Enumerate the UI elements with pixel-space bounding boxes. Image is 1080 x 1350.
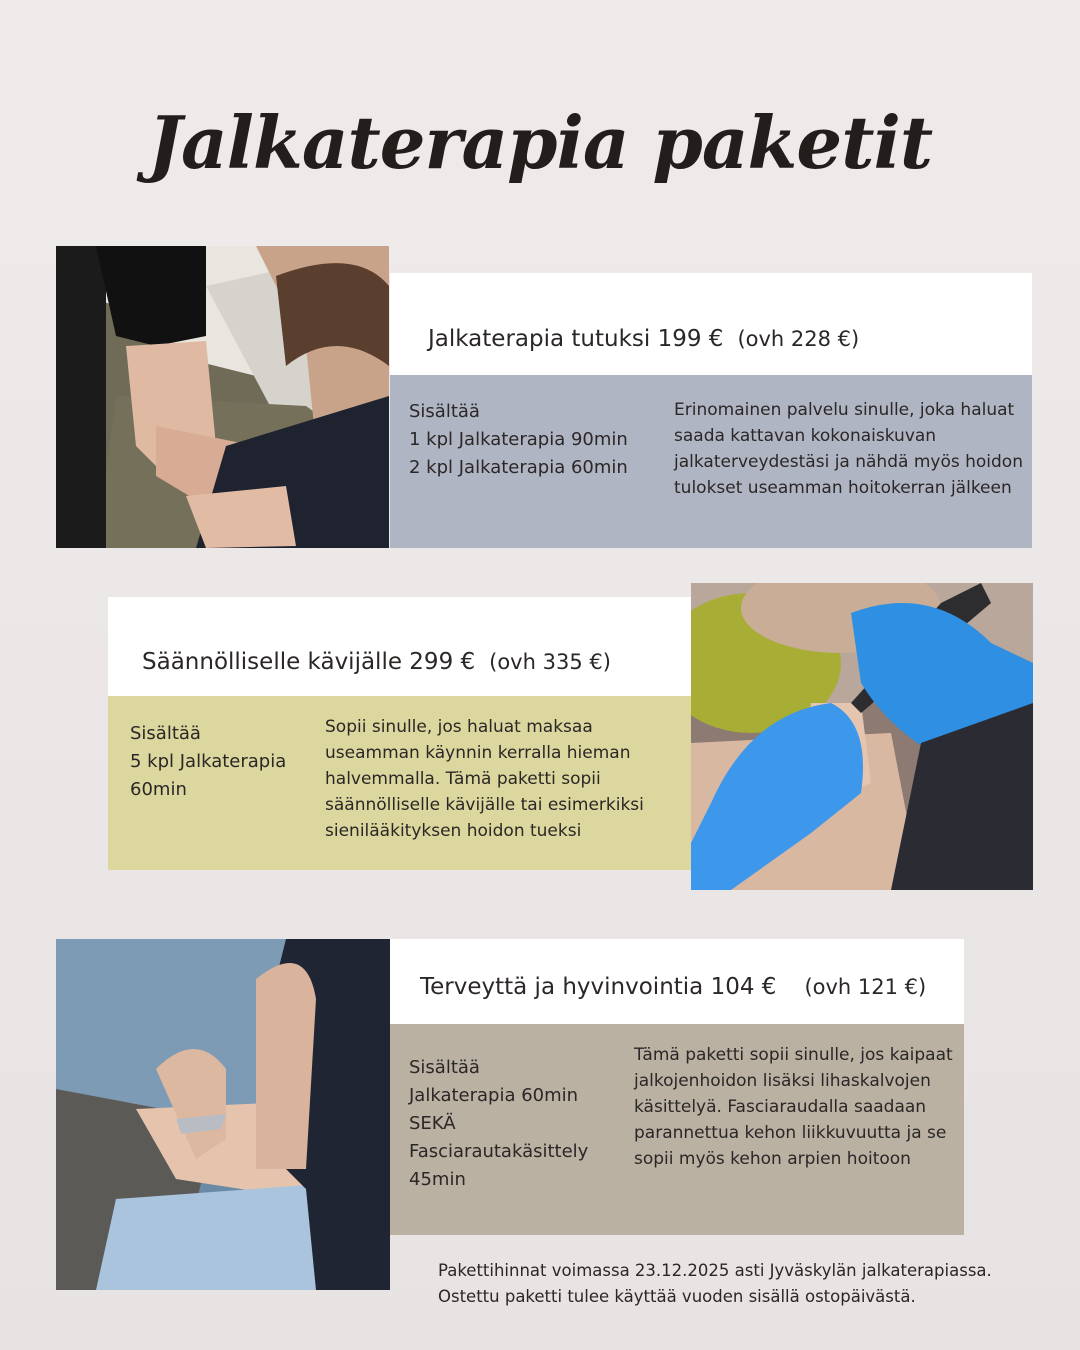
package-3-body [390,1024,964,1235]
package-2-header [108,597,692,696]
package-3-header [390,939,964,1024]
package-1-name-price: Jalkaterapia tutuksi 199 € [428,326,724,352]
package-3-regular-price: (ovh 121 €) [804,974,927,999]
package-2-body [108,696,692,870]
package-1-body [390,375,1032,548]
package-1-description: Erinomainen palvelu sinulle, joka haluat saada kattavan kokonaiskuvan jalkaterveydestäsi ja nähdä myös hoidon tulokset useamman hoitokerran jälkeen [674,400,1023,498]
contents-heading: Sisältää [409,1057,480,1078]
nail-drill-photo [691,583,1033,890]
contents-item: 45min [409,1169,466,1190]
contents-heading: Sisältää [409,401,480,422]
package-1-regular-price: (ovh 228 €) [737,327,860,351]
foot-therapy-photo [56,246,389,548]
fascia-tool-photo [56,939,390,1290]
package-3-name-price: Terveyttä ja hyvinvointia 104 € [420,973,777,1000]
contents-item: 5 kpl Jalkaterapia [130,751,287,772]
contents-item: Fasciarautakäsittely [409,1141,589,1162]
package-1-header [390,273,1032,375]
package-2-regular-price: (ovh 335 €) [489,649,611,674]
contents-heading: Sisältää [130,723,201,744]
package-2-contents [130,720,320,804]
package-1-contents [409,398,669,482]
package-2-name-price: Säännölliselle kävijälle 299 € [142,648,476,675]
package-2-description: Sopii sinulle, jos haluat maksaa useamman käynnin kerralla hieman halvemmalla. Tämä paketti sopii säännölliselle kävijälle tai esimerkiksi sienilääkityksen hoidon tueksi [325,717,644,841]
footer-note: Pakettihinnat voimassa 23.12.2025 asti Jyväskylän jalkaterapiassa. Ostettu paketti tulee käyttää vuoden sisällä ostopäivästä. [438,1261,992,1306]
contents-item: Jalkaterapia 60min [409,1085,579,1106]
contents-item: 1 kpl Jalkaterapia 90min [409,429,628,450]
page-title: Jalkaterapia paketit [147,100,933,185]
package-3-description: Tämä paketti sopii sinulle, jos kaipaat jalkojenhoidon lisäksi lihaskalvojen käsittelyä. Fasciaraudalla saadaan parannettua kehon liikkuvuutta ja se sopii myös kehon arpien hoitoon [634,1045,953,1169]
contents-item: 2 kpl Jalkaterapia 60min [409,457,628,478]
package-3-contents [409,1054,629,1194]
contents-item: 60min [130,779,187,800]
contents-item: SEKÄ [409,1113,456,1134]
